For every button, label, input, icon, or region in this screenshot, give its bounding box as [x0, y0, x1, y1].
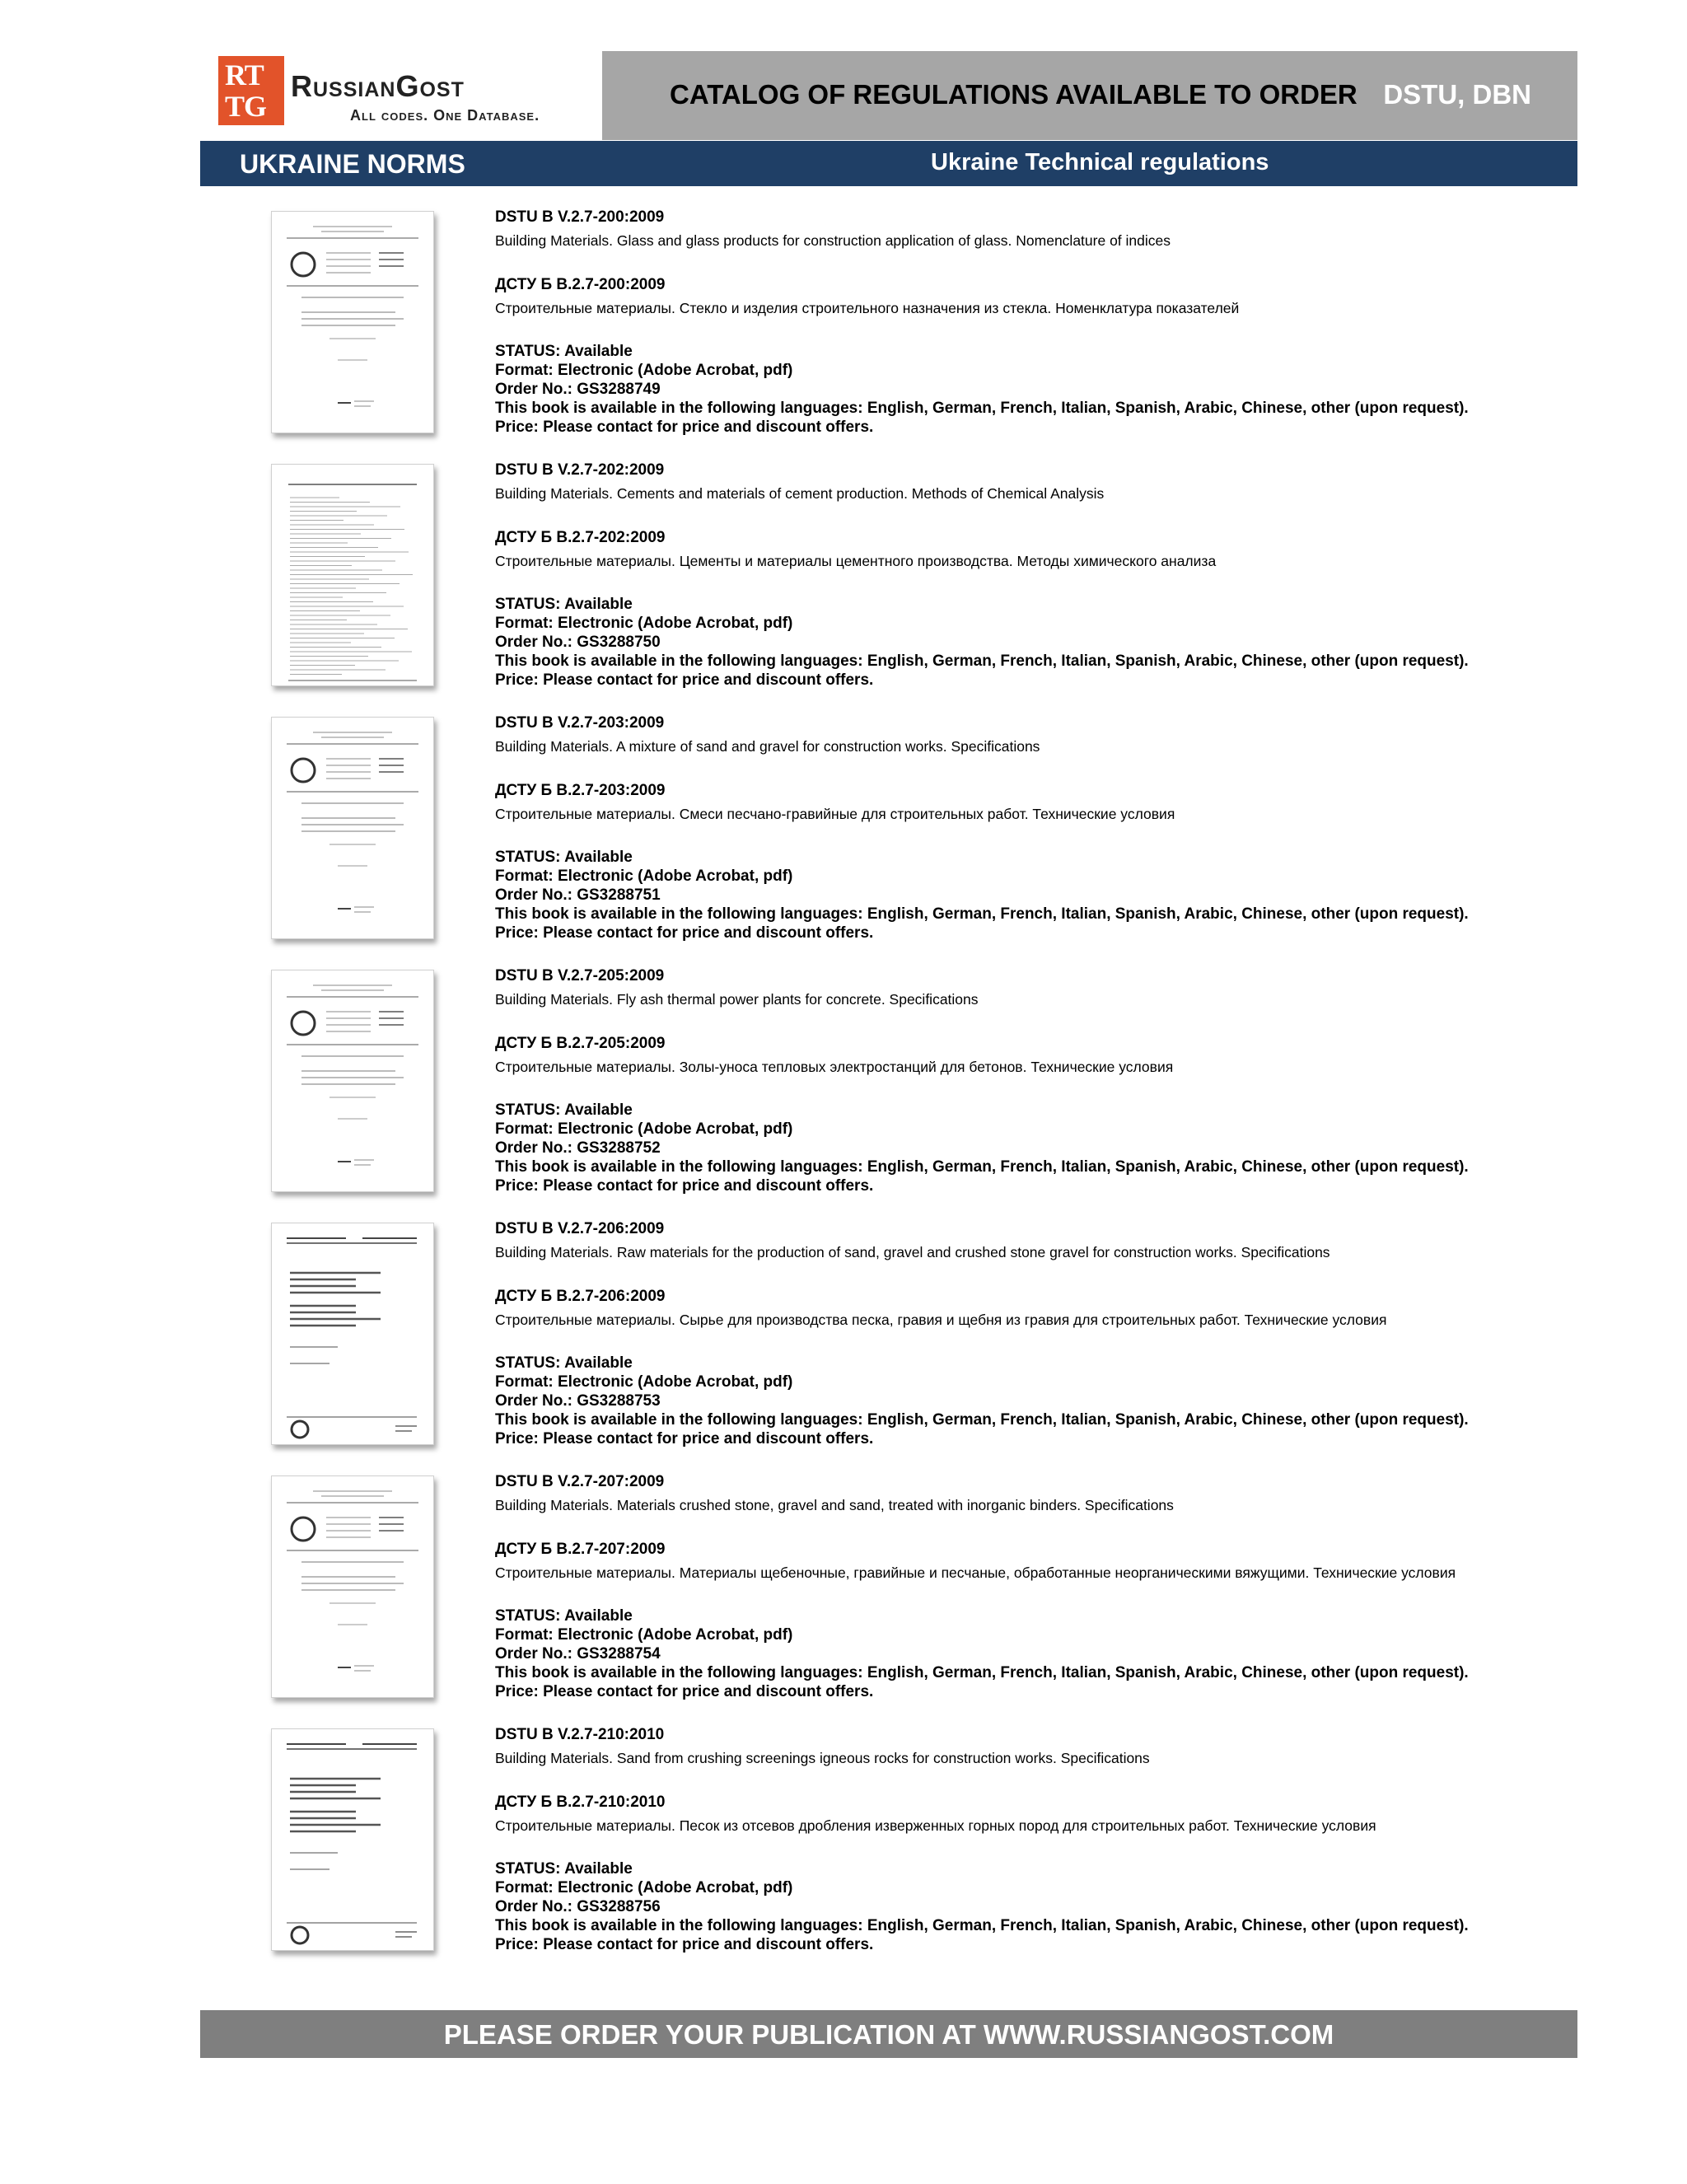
order-number: Order No.: GS3288749: [495, 381, 661, 398]
languages-text: This book is available in the following languages: English, German, French, Italian, Spanish, Arabic, Chinese, other (upon request).: [495, 652, 1469, 670]
status-text: STATUS: Available: [495, 1101, 633, 1119]
format-text: Format: Electronic (Adobe Acrobat, pdf): [495, 362, 793, 379]
availability-block: [495, 848, 1469, 942]
catalog-entry: [200, 713, 1577, 961]
standard-title-ru: Строительные материалы. Песок из отсевов дробления изверженных горных пород для строительных работ. Технические условия: [495, 1817, 1376, 1834]
standard-title-ru: Строительные материалы. Золы-уноса тепловых электростанций для бетонов. Технические условия: [495, 1059, 1174, 1075]
price-text: Price: Please contact for price and discount offers.: [495, 1177, 874, 1195]
standard-title: Building Materials. A mixture of sand and gravel for construction works. Specifications: [495, 738, 1040, 755]
document-cover-icon: [272, 1729, 433, 1950]
price-text: Price: Please contact for price and discount offers.: [495, 924, 874, 942]
document-cover-icon: [272, 465, 433, 685]
document-cover-icon: [272, 970, 433, 1191]
status-text: STATUS: Available: [495, 849, 633, 866]
standard-title-ru: Строительные материалы. Сырье для производства песка, гравия и щебня из гравия для строительных работ. Технические условия: [495, 1312, 1387, 1328]
order-number: Order No.: GS3288752: [495, 1139, 661, 1157]
availability-block: [495, 342, 1469, 437]
order-cta[interactable]: PLEASE ORDER YOUR PUBLICATION AT WWW.RUSSIANGOST.COM: [443, 2019, 1334, 2050]
catalog-entry: [200, 966, 1577, 1214]
standard-code[interactable]: DSTU B V.2.7-200:2009: [495, 208, 665, 226]
document-cover-thumbnail[interactable]: [271, 717, 434, 939]
document-cover-icon: [272, 718, 433, 938]
status-text: STATUS: Available: [495, 1607, 633, 1625]
availability-block: [495, 595, 1469, 690]
catalog-entry: [200, 1725, 1577, 1972]
format-text: Format: Electronic (Adobe Acrobat, pdf): [495, 615, 793, 632]
standard-code-ru[interactable]: ДСТУ Б В.2.7-203:2009: [495, 782, 666, 799]
price-text: Price: Please contact for price and discount offers.: [495, 1683, 874, 1700]
languages-text: This book is available in the following languages: English, German, French, Italian, Spanish, Arabic, Chinese, other (upon request).: [495, 1917, 1469, 1934]
format-text: Format: Electronic (Adobe Acrobat, pdf): [495, 1120, 793, 1138]
standard-code-ru[interactable]: ДСТУ Б В.2.7-210:2010: [495, 1793, 666, 1811]
standard-code[interactable]: DSTU B V.2.7-210:2010: [495, 1726, 665, 1743]
catalog-bar: [602, 51, 1577, 140]
availability-block: [495, 1859, 1469, 1954]
section-subtitle: Ukraine Technical regulations: [931, 149, 1269, 175]
catalog-entry: [200, 1472, 1577, 1719]
standard-code[interactable]: DSTU B V.2.7-202:2009: [495, 461, 665, 479]
document-cover-thumbnail[interactable]: [271, 970, 434, 1192]
section-title: UKRAINE NORMS: [240, 149, 465, 179]
standard-title-ru: Строительные материалы. Смеси песчано-гравийные для строительных работ. Технические условия: [495, 806, 1175, 822]
standard-title: Building Materials. Fly ash thermal power plants for concrete. Specifications: [495, 991, 979, 1008]
order-footer[interactable]: [200, 2010, 1577, 2058]
order-number: Order No.: GS3288751: [495, 886, 661, 904]
logo-name: RussianGost: [291, 69, 465, 103]
order-number: Order No.: GS3288754: [495, 1645, 661, 1663]
availability-block: [495, 1101, 1469, 1195]
price-text: Price: Please contact for price and discount offers.: [495, 671, 874, 689]
standard-title-ru: Строительные материалы. Стекло и изделия строительного назначения из стекла. Номенклатура показателей: [495, 300, 1240, 316]
logo-mark: [218, 56, 284, 125]
standard-title-ru: Строительные материалы. Цементы и материалы цементного производства. Методы химического анализа: [495, 553, 1217, 569]
price-text: Price: Please contact for price and discount offers.: [495, 419, 874, 436]
catalog-entry: [200, 208, 1577, 455]
document-cover-icon: [272, 1476, 433, 1697]
status-text: STATUS: Available: [495, 1860, 633, 1878]
status-text: STATUS: Available: [495, 1354, 633, 1372]
logo-mark-bottom: TG: [225, 90, 267, 123]
order-number: Order No.: GS3288753: [495, 1392, 661, 1410]
format-text: Format: Electronic (Adobe Acrobat, pdf): [495, 1879, 793, 1896]
standard-code-ru[interactable]: ДСТУ Б В.2.7-207:2009: [495, 1541, 666, 1558]
order-number: Order No.: GS3288750: [495, 634, 661, 651]
catalog-codes: DSTU, DBN: [1383, 79, 1531, 110]
status-text: STATUS: Available: [495, 343, 633, 360]
order-number: Order No.: GS3288756: [495, 1898, 661, 1915]
standard-title: Building Materials. Cements and materials of cement production. Methods of Chemical Analysis: [495, 485, 1105, 502]
logo-tagline: All codes. One Database.: [350, 107, 540, 124]
standard-title: Building Materials. Glass and glass products for construction application of glass. Nomenclature of indices: [495, 232, 1171, 249]
section-bar: [200, 141, 1577, 186]
languages-text: This book is available in the following languages: English, German, French, Italian, Spanish, Arabic, Chinese, other (upon request).: [495, 1158, 1469, 1176]
standard-code-ru[interactable]: ДСТУ Б В.2.7-202:2009: [495, 529, 666, 546]
format-text: Format: Electronic (Adobe Acrobat, pdf): [495, 1373, 793, 1391]
document-cover-thumbnail[interactable]: [271, 1223, 434, 1445]
availability-block: [495, 1606, 1469, 1701]
page-header: [200, 51, 1577, 140]
standard-title: Building Materials. Raw materials for the production of sand, gravel and crushed stone gravel for construction works. Specifications: [495, 1244, 1330, 1260]
price-text: Price: Please contact for price and discount offers.: [495, 1936, 874, 1953]
catalog-entry: [200, 461, 1577, 708]
languages-text: This book is available in the following languages: English, German, French, Italian, Spanish, Arabic, Chinese, other (upon request).: [495, 905, 1469, 923]
standard-code[interactable]: DSTU B V.2.7-206:2009: [495, 1220, 665, 1237]
document-cover-thumbnail[interactable]: [271, 1475, 434, 1698]
standard-title-ru: Строительные материалы. Материалы щебеночные, гравийные и песчаные, обработанные неорганическими вяжущими. Технические условия: [495, 1564, 1456, 1581]
status-text: STATUS: Available: [495, 596, 633, 613]
standard-code[interactable]: DSTU B V.2.7-203:2009: [495, 714, 665, 732]
standard-title: Building Materials. Sand from crushing screenings igneous rocks for construction works. Specifications: [495, 1750, 1150, 1766]
languages-text: This book is available in the following languages: English, German, French, Italian, Spanish, Arabic, Chinese, other (upon request).: [495, 400, 1469, 417]
document-cover-thumbnail[interactable]: [271, 464, 434, 686]
standard-title: Building Materials. Materials crushed stone, gravel and sand, treated with inorganic binders. Specifications: [495, 1497, 1174, 1513]
standard-code-ru[interactable]: ДСТУ Б В.2.7-206:2009: [495, 1288, 666, 1305]
logo-mark-top: RT: [225, 58, 264, 91]
catalog-entry: [200, 1219, 1577, 1466]
catalog-title: CATALOG OF REGULATIONS AVAILABLE TO ORDER: [670, 79, 1358, 110]
document-cover-thumbnail[interactable]: [271, 1728, 434, 1951]
price-text: Price: Please contact for price and discount offers.: [495, 1430, 874, 1447]
availability-block: [495, 1354, 1469, 1448]
standard-code-ru[interactable]: ДСТУ Б В.2.7-200:2009: [495, 276, 666, 293]
document-cover-thumbnail[interactable]: [271, 211, 434, 433]
languages-text: This book is available in the following languages: English, German, French, Italian, Spanish, Arabic, Chinese, other (upon request).: [495, 1664, 1469, 1681]
format-text: Format: Electronic (Adobe Acrobat, pdf): [495, 868, 793, 885]
standard-code[interactable]: DSTU B V.2.7-205:2009: [495, 967, 665, 984]
standard-code[interactable]: DSTU B V.2.7-207:2009: [495, 1473, 665, 1490]
brand-logo[interactable]: [200, 51, 602, 140]
document-cover-icon: [272, 212, 433, 433]
document-cover-icon: [272, 1223, 433, 1444]
standard-code-ru[interactable]: ДСТУ Б В.2.7-205:2009: [495, 1035, 666, 1052]
format-text: Format: Electronic (Adobe Acrobat, pdf): [495, 1626, 793, 1644]
languages-text: This book is available in the following languages: English, German, French, Italian, Spanish, Arabic, Chinese, other (upon request).: [495, 1411, 1469, 1429]
